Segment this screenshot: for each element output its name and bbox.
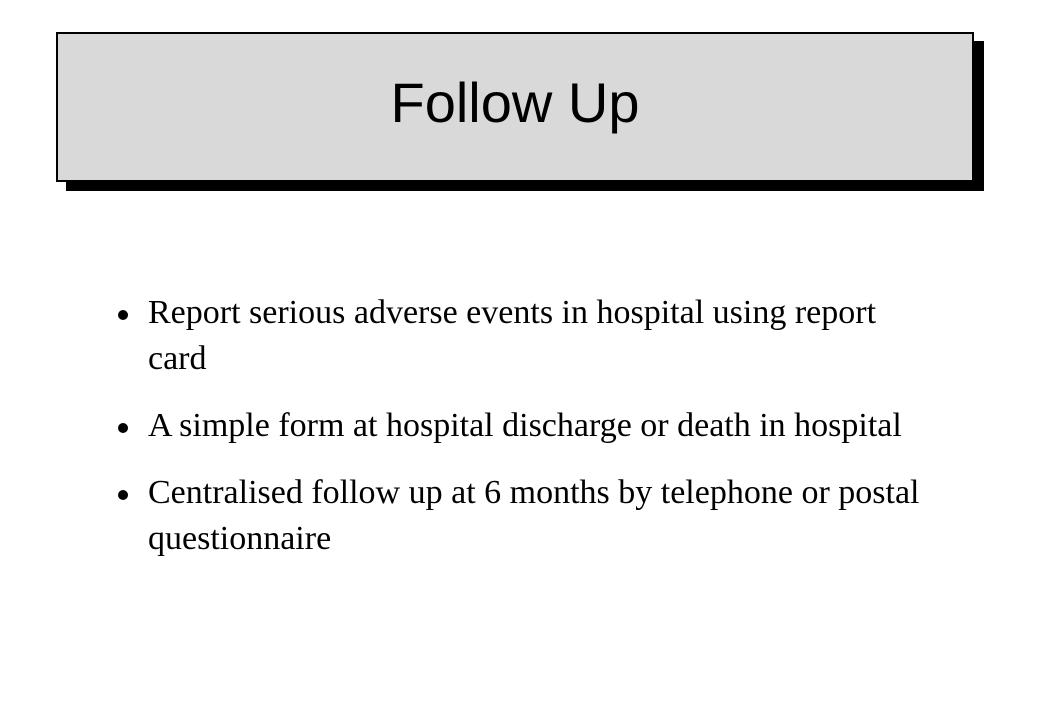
bullet-dot-icon	[118, 310, 128, 320]
bullet-text: A simple form at hospital discharge or death in hospital	[148, 407, 902, 444]
bullet-item	[118, 403, 938, 449]
bullet-text: Centralised follow up at 6 months by telephone or postal questionnaire	[148, 474, 920, 557]
bullet-list	[118, 290, 938, 583]
slide-title: Follow Up	[390, 71, 640, 134]
bullet-item	[118, 290, 938, 382]
title-box	[56, 32, 974, 182]
bullet-text: Report serious adverse events in hospital using report card	[148, 294, 877, 377]
bullet-item	[118, 470, 938, 562]
bullet-dot-icon	[118, 423, 128, 433]
bullet-dot-icon	[118, 490, 128, 500]
